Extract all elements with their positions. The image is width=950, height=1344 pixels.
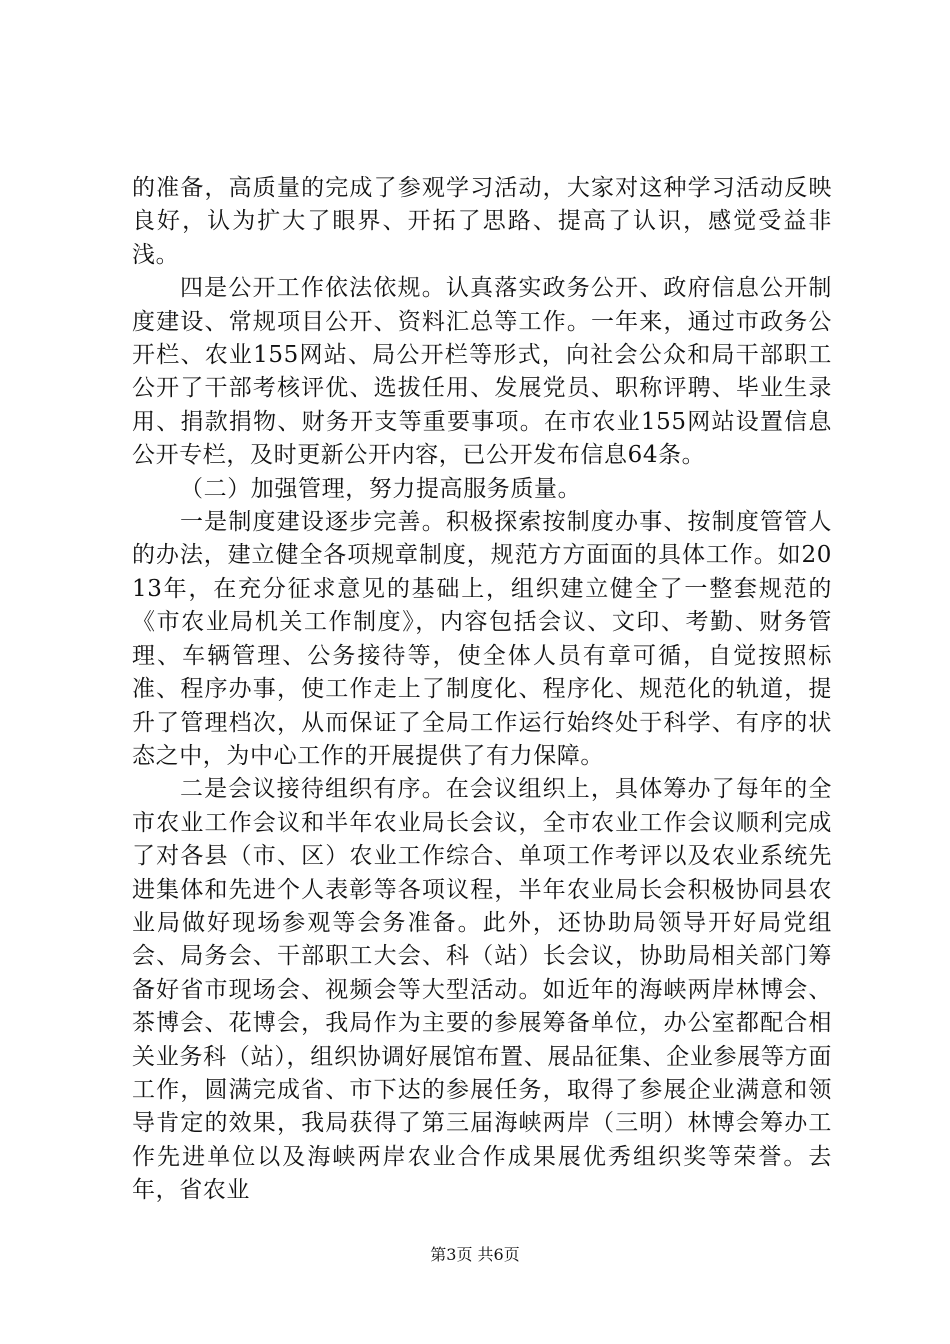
paragraph-continuation: 的准备，高质量的完成了参观学习活动，大家对这种学习活动反映良好，认为扩大了眼界、开拓了思路、提高了认识，感觉受益非浅。 (132, 175, 832, 268)
document-body (132, 172, 832, 1208)
paragraph-system-building: 一是制度建设逐步完善。积极探索按制度办事、按制度管管人的办法，建立健全各项规章制度，规范方方面面的具体工作。如2013年，在充分征求意见的基础上，组织建立健全了一整套规范的《市农业局机关工作制度》，内容包括会议、文印、考勤、财务管理、车辆管理、公务接待等，使全体人员有章可循，自觉按照标准、程序办事，使工作走上了制度化、程序化、规范化的轨道，提升了管理档次，从而保证了全局工作运行始终处于科学、有序的状态之中，为中心工作的开展提供了有力保障。 (132, 509, 832, 769)
page-number-footer: 第3页 共6页 (430, 1245, 520, 1264)
paragraph-meetings: 二是会议接待组织有序。在会议组织上，具体筹办了每年的全市农业工作会议和半年农业局长会议，全市农业工作会议顺利完成了对各县（市、区）农业工作综合、单项工作考评以及农业系统先进集体和先进个人表彰等各项议程，半年农业局长会积极协同县农业局做好现场参观等会务准备。此外，还协助局领导开好局党组会、局务会、干部职工大会、科（站）长会议，协助局相关部门筹备好省市现场会、视频会等大型活动。如近年的海峡两岸林博会、茶博会、花博会，我局作为主要的参展筹备单位，办公室都配合相关业务科（站），组织协调好展馆布置、展品征集、企业参展等方面工作，圆满完成省、市下达的参展任务，取得了参展企业满意和领导肯定的效果，我局获得了第三届海峡两岸（三明）林博会筹办工作先进单位以及海峡两岸农业合作成果展优秀组织奖等荣誉。去年，省农业 (132, 776, 832, 1204)
paragraph-disclosure: 四是公开工作依法依规。认真落实政务公开、政府信息公开制度建设、常规项目公开、资料汇总等工作。一年来，通过市政务公开栏、农业155网站、局公开栏等形式，向社会公众和局干部职工公开了干部考核评优、选拔任用、发展党员、职称评聘、毕业生录用、捐款捐物、财务开支等重要事项。在市农业155网站设置信息公开专栏，及时更新公开内容，已公开发布信息64条。 (132, 275, 832, 469)
section-heading: （二）加强管理，努力提高服务质量。 (180, 475, 582, 502)
